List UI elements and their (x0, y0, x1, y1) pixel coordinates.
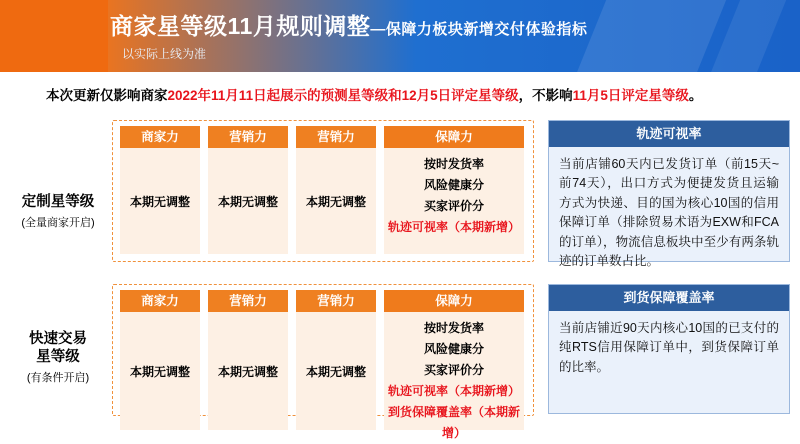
row2-label-main-line2: 星等级 (36, 349, 80, 366)
notice-red-1: 2022年11月11日起展示的预测星等级和12月5日评定星等级 (167, 88, 519, 103)
row2-label-main-line1: 快速交易 (29, 331, 87, 347)
banner-shine-decoration (562, 0, 739, 72)
info2-body: 当前店铺近90天内核心10国的已支付的纯RTS信用保障订单中，到货保障订单的比率。 (559, 321, 779, 374)
header-banner (0, 0, 800, 72)
notice-part-3: 。 (688, 88, 703, 103)
row1-card-guarantee-power (384, 126, 524, 254)
row1-card4-header: 保障力 (384, 126, 524, 148)
banner-left-accent (0, 0, 108, 72)
row2-card2-value: 本期无调整 (217, 364, 278, 379)
row2-card1-value: 本期无调整 (129, 364, 190, 379)
row1-label-note: (全量商家开启) (21, 217, 95, 230)
notice-part-1: 本次更新仅影响商家 (46, 88, 168, 103)
row2-card2-body (208, 312, 288, 430)
row2-card3-value: 本期无调整 (305, 364, 366, 379)
row1-card2-body (208, 148, 288, 254)
row2-card-marketing-power-a (208, 290, 288, 430)
row1-card4-body (384, 148, 524, 254)
banner-subtitle: 以实际上线为准 (122, 47, 207, 61)
info1-header: 轨迹可视率 (549, 121, 789, 147)
row2-card-marketing-power-b (296, 290, 376, 430)
row1-card1-header: 商家力 (120, 126, 200, 148)
banner-title (110, 8, 587, 41)
row-label-custom-star-level (6, 193, 110, 230)
row2-card4-item-3: 买家评价分 (423, 363, 484, 377)
row1-card4-item-new-1: 轨迹可视率（本期新增） (387, 220, 520, 234)
info2-header: 到货保障覆盖率 (549, 285, 789, 311)
row1-card4-item-1: 按时发货率 (423, 157, 484, 171)
row2-card4-item-1: 按时发货率 (423, 321, 484, 335)
row2-label-note: (有条件开启) (26, 372, 90, 385)
row2-card3-body (296, 312, 376, 430)
row1-card-merchant-power (120, 126, 200, 254)
row-label-fast-trade-star-level (6, 330, 110, 385)
row2-card4-item-new-1: 轨迹可视率（本期新增） (387, 384, 520, 398)
row2-card-guarantee-power (384, 290, 524, 440)
row2-card4-header: 保障力 (384, 290, 524, 312)
row2-card3-header: 营销力 (296, 290, 376, 312)
row1-card3-header: 营销力 (296, 126, 376, 148)
info-panel-arrival-guarantee-coverage (548, 284, 790, 414)
row2-card1-header: 商家力 (120, 290, 200, 312)
row1-card3-value: 本期无调整 (305, 194, 366, 209)
row2-card2-header: 营销力 (208, 290, 288, 312)
row2-card4-item-new-2: 到货保障覆盖率（本期新增） (387, 405, 520, 440)
row2-card4-item-2: 风险健康分 (423, 342, 484, 356)
row1-card3-body (296, 148, 376, 254)
row2-card1-body (120, 312, 200, 430)
notice-red-2: 11月5日评定星等级 (572, 88, 689, 103)
row1-card1-body (120, 148, 200, 254)
notice-line (46, 84, 766, 104)
info-panel-track-visibility-rate (548, 120, 790, 268)
banner-title-main: 商家星等级11月规则调整 (110, 13, 371, 39)
row1-card-marketing-power-a (208, 126, 288, 254)
row1-card4-item-3: 买家评价分 (423, 199, 484, 213)
banner-title-sub: —保障力板块新增交付体验指标 (370, 21, 588, 38)
row1-card-marketing-power-b (296, 126, 376, 254)
row1-label-main: 定制星等级 (21, 194, 95, 210)
row2-card-merchant-power (120, 290, 200, 430)
row1-card4-item-2: 风险健康分 (423, 178, 484, 192)
row1-card2-header: 营销力 (208, 126, 288, 148)
info1-body: 当前店铺60天内已发货订单（前15天~前74天），出口方式为便捷发货且运输方式为快递、目的国为核心10国的信用保障订单（排除贸易术语为EXW和FCA的订单），物流信息板块中至少有两条轨迹的订单数占比。 (559, 157, 779, 268)
row1-card2-value: 本期无调整 (217, 194, 278, 209)
notice-part-2: ，不影响 (518, 88, 573, 103)
row2-card4-body (384, 312, 524, 440)
row1-card1-value: 本期无调整 (129, 194, 190, 209)
